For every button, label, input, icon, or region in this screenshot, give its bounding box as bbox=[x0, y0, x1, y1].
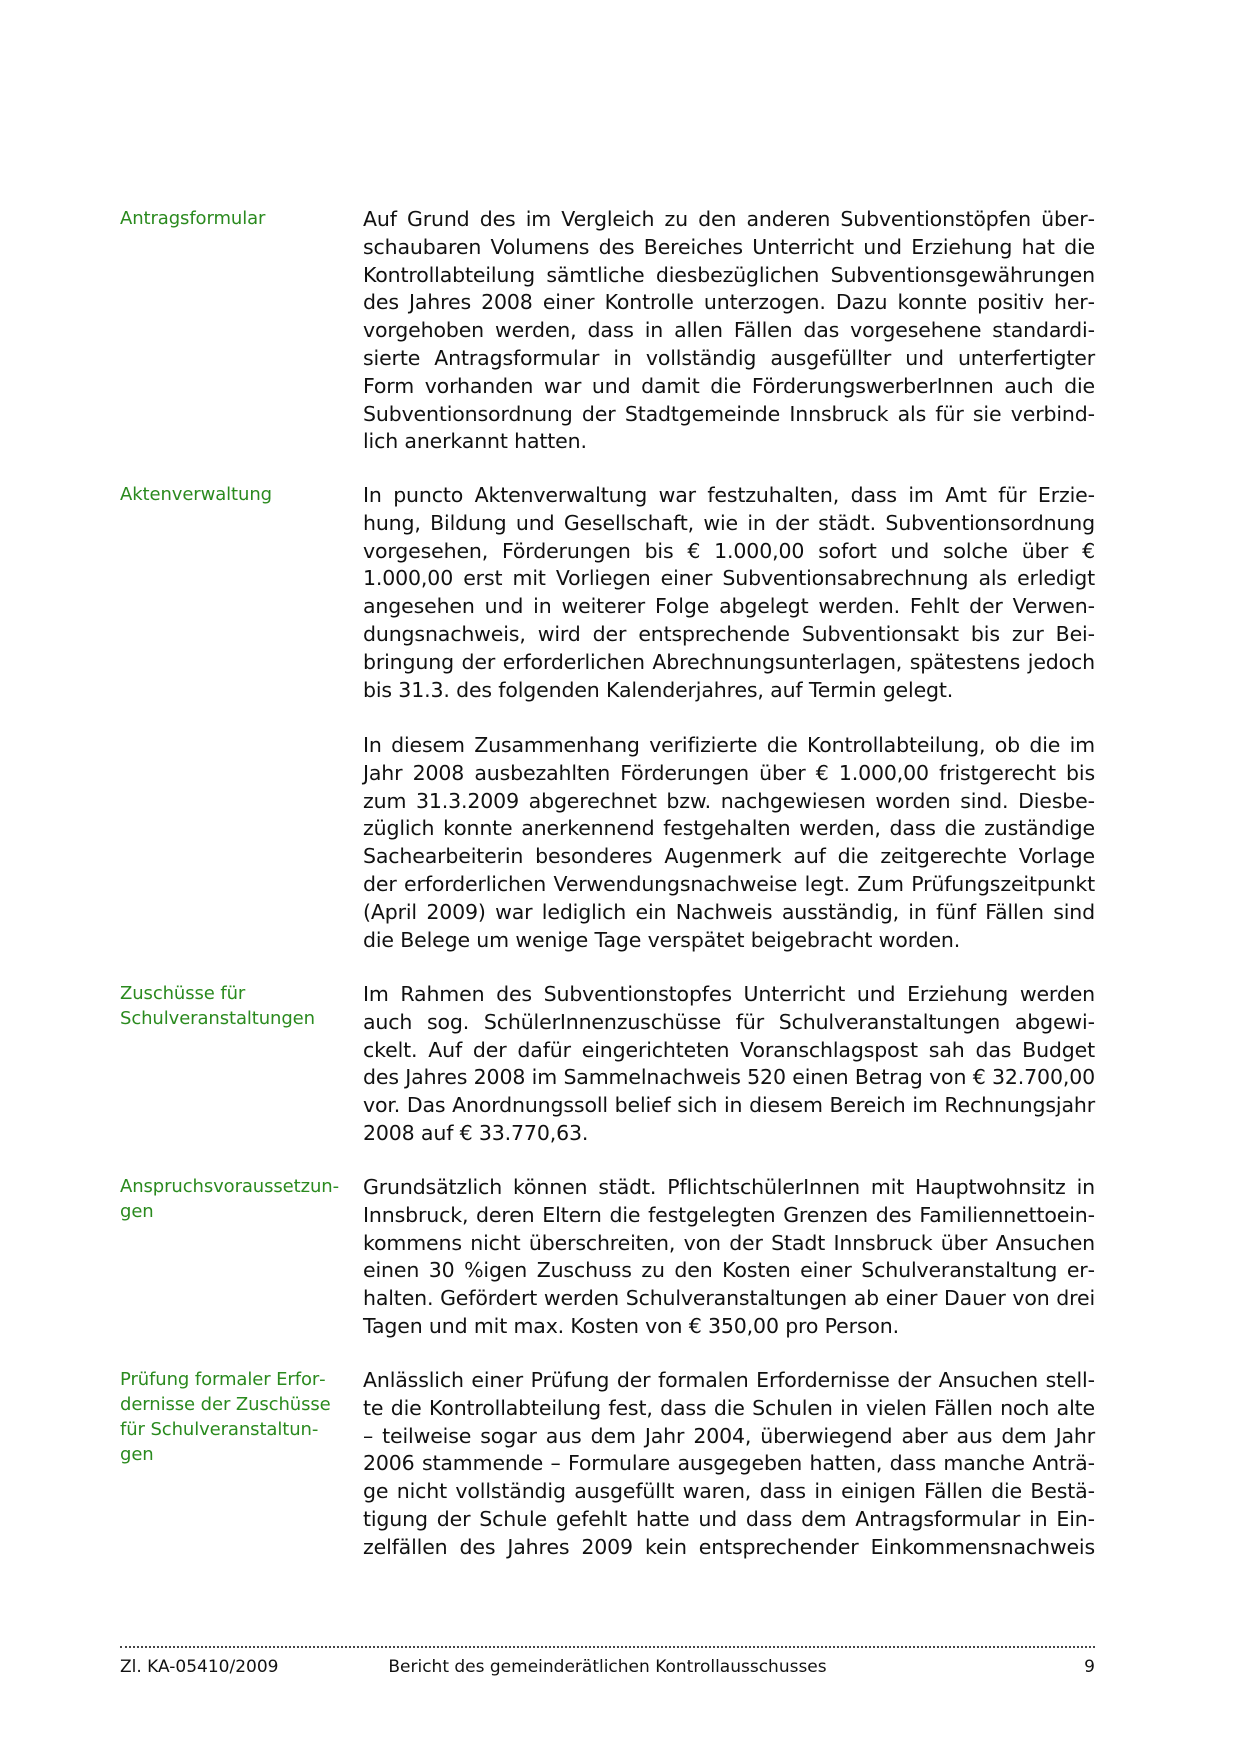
margin-note-pruefung: Prüfung formaler Erfordernisse der Zuschüsse für Schulveranstaltungen bbox=[120, 1369, 331, 1465]
paragraph-antragsformular: Auf Grund des im Vergleich zu den anderen Subventionstöpfen überschaubaren Volumens des Bereiches Unterricht und Erziehung hat die Kontrollabteilung sämtliche diesbezüglichen Subventionsgewährungen des Jahres 2008 einer Kontrolle unterzogen. Dazu konnte positiv hervorgehoben werden, dass in allen Fällen das vorgesehene standardisierte Antragsformular in vollständig ausgefüllter und unterfertigter Form vorhanden war und damit die FörderungswerberInnen auch die Subventionsordnung der Stadtgemeinde Innsbruck als für sie verbindlich anerkannt hatten. bbox=[363, 207, 1095, 454]
footer-divider bbox=[120, 1646, 1095, 1648]
margin-note-antragsformular: Antragsformular bbox=[120, 208, 266, 229]
paragraph-zusammenhang: In diesem Zusammenhang verifizierte die Kontrollabteilung, ob die im Jahr 2008 ausbezahlten Förderungen über € 1.000,00 fristgerecht bis zum 31.3.2009 abgerechnet bzw. nachgewiesen worden sind. Diesbezüglich konnte anerkennend festgehalten werden, dass die zuständige Sachearbeiterin besonderes Augenmerk auf die zeitgerechte Vorlage der erforderlichen Verwendungsnachweise legt. Zum Prüfungszeitpunkt (April 2009) war lediglich ein Nachweis ausständig, in fünf Fällen sind die Belege um wenige Tage verspätet beigebracht worden. bbox=[363, 733, 1095, 952]
paragraph-aktenverwaltung: In puncto Aktenverwaltung war festzuhalten, dass im Amt für Erziehung, Bildung und Gesellschaft, wie in der städt. Subventionsordnung vorgesehen, Förderungen bis € 1.000,00 sofort und solche über € 1.000,00 erst mit Vorliegen einer Subventionsabrechnung als erledigt angesehen und in weiterer Folge abgelegt werden. Fehlt der Verwendungsnachweis, wird der entsprechende Subventionsakt bis zur Beibringung der erforderlichen Abrechnungsunterlagen, spätestens jedoch bis 31.3. des folgenden Kalenderjahres, auf Termin gelegt. bbox=[363, 483, 1095, 702]
margin-note-zuschuesse: Zuschüsse für Schulveranstaltungen bbox=[120, 983, 315, 1029]
margin-note-anspruchsvoraussetzungen: Anspruchsvoraussetzungen bbox=[120, 1176, 340, 1222]
footer-page-number: 9 bbox=[1084, 1657, 1095, 1677]
paragraph-anspruchsvoraussetzungen: Grundsätzlich können städt. PflichtschülerInnen mit Hauptwohnsitz in Innsbruck, deren Eltern die festgelegten Grenzen des Familiennettoeinkommens nicht überschreiten, von der Stadt Innsbruck über Ansuchen einen 30 %igen Zuschuss zu den Kosten einer Schulveranstaltung erhalten. Gefördert werden Schulveranstaltungen ab einer Dauer von drei Tagen und mit max. Kosten von € 350,00 pro Person. bbox=[363, 1175, 1095, 1338]
footer-reference: Zl. KA-05410/2009 bbox=[120, 1657, 279, 1677]
margin-note-aktenverwaltung: Aktenverwaltung bbox=[120, 484, 272, 505]
paragraph-zuschuesse: Im Rahmen des Subventionstopfes Unterricht und Erziehung werden auch sog. SchülerInnenzuschüsse für Schulveranstaltungen abgewickelt. Auf der dafür eingerichteten Voranschlagspost sah das Budget des Jahres 2008 im Sammelnachweis 520 einen Betrag von € 32.700,00 vor. Das Anordnungssoll belief sich in diesem Bereich im Rechnungsjahr 2008 auf € 33.770,63. bbox=[363, 982, 1095, 1145]
paragraph-pruefung: Anlässlich einer Prüfung der formalen Erfordernisse der Ansuchen stellte die Kontrollabteilung fest, dass die Schulen in vielen Fällen noch alte – teilweise sogar aus dem Jahr 2004, überwiegend aber aus dem Jahr 2006 stammende – Formulare ausgegeben hatten, dass manche Anträge nicht vollständig ausgefüllt waren, dass in einigen Fällen die Bestätigung der Schule gefehlt hatte und dass dem Antragsformular in Einzelfällen des Jahres 2009 kein entsprechender Einkommensnachweis bbox=[363, 1368, 1095, 1559]
page-footer bbox=[120, 1655, 1095, 1679]
footer-title: Bericht des gemeinderätlichen Kontrollausschusses bbox=[388, 1657, 827, 1677]
